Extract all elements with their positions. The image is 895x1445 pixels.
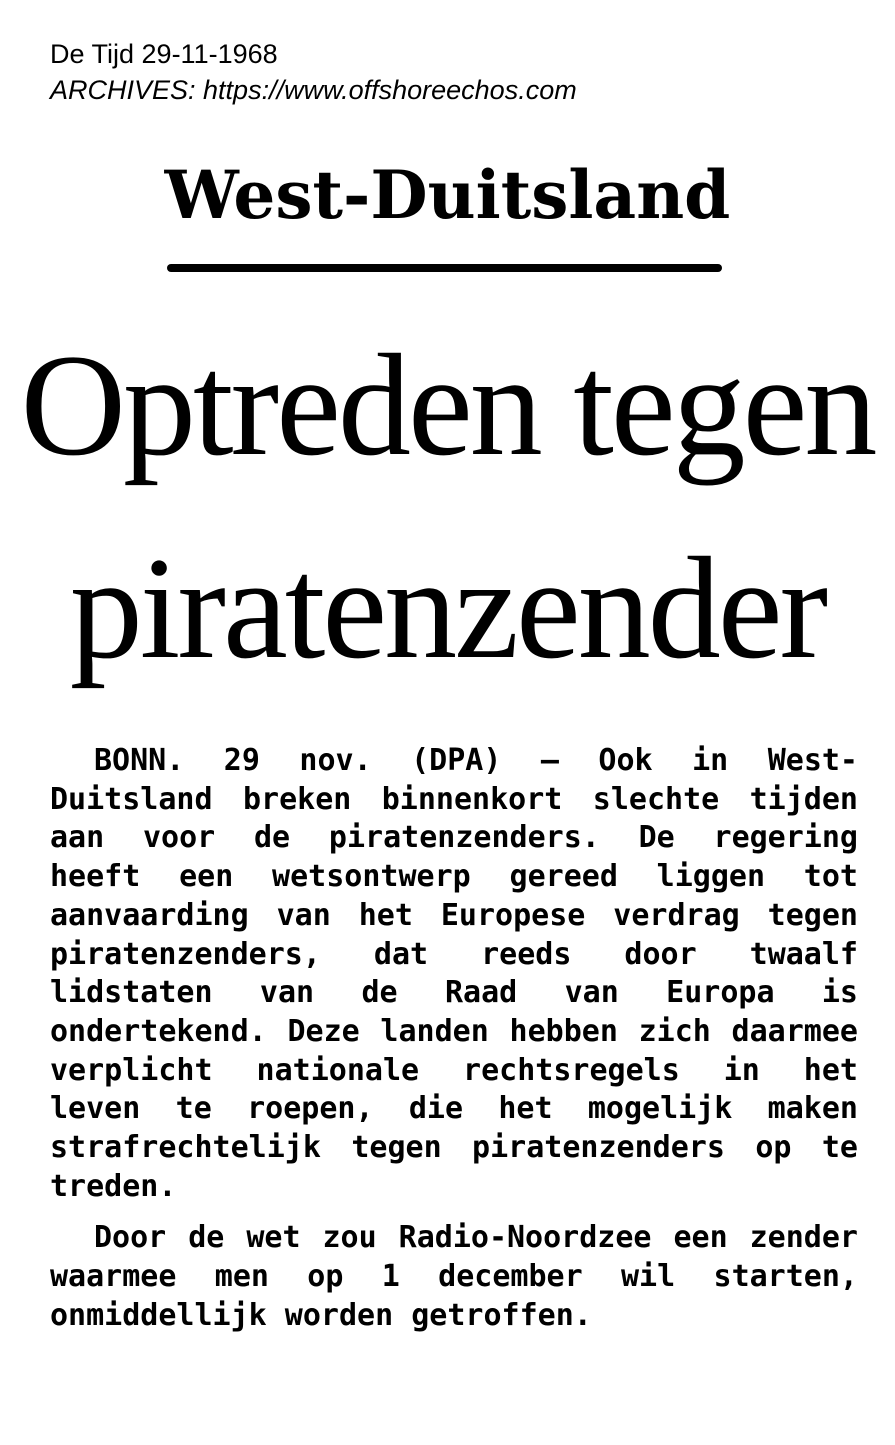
article-paragraph-1: BONN. 29 nov. (DPA) — Ook in West-Duitsland breken binnenkort slechte tijden aan voor de piratenzenders. De regering heeft een wetsontwerp gereed liggen tot aanvaarding van het Europese verdrag tegen piratenzenders, dat reeds door twaalf lidstaten van de Raad van Europa is ondertekend. Deze landen hebben zich daarmee verplicht nationale rechtsregels in het leven te roepen, die het mogelijk maken strafrechtelijk tegen piratenzenders op te treden.: [50, 743, 858, 1204]
article-paragraph-2: Door de wet zou Radio-Noordzee een zender waarmee men op 1 december wil starten, onmiddellijk worden getroffen.: [50, 1220, 858, 1333]
source-caption: [50, 36, 577, 108]
kicker-underline: [167, 264, 722, 272]
article-body: [50, 742, 858, 1336]
archive-link-text: ARCHIVES: https://www.offshoreechos.com: [50, 75, 577, 105]
headline-line-2: piratenzender: [69, 527, 826, 689]
headline-line-1: Optreden tegen: [20, 324, 875, 486]
section-kicker: West-Duitsland: [164, 156, 731, 234]
source-date: De Tijd 29-11-1968: [50, 39, 278, 69]
